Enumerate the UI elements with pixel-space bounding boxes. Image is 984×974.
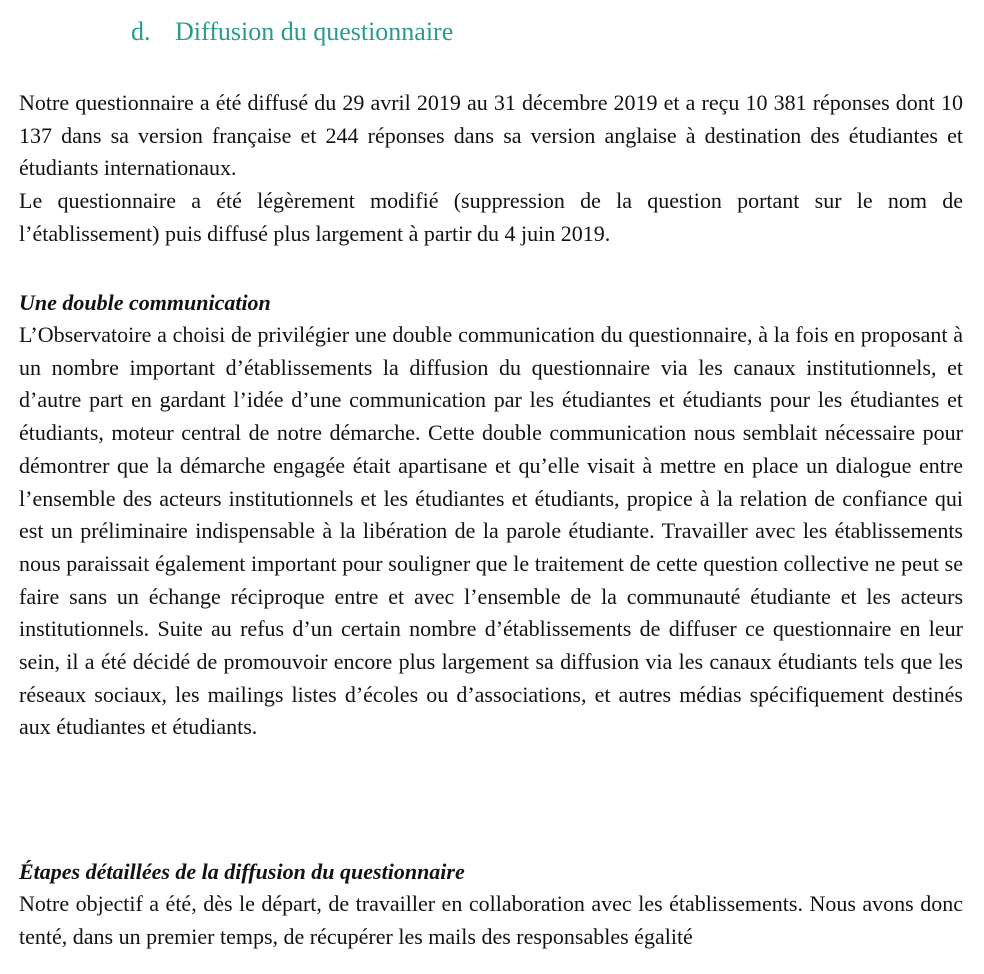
section-number: d. [131,17,151,46]
paragraph-response-stats: Notre questionnaire a été diffusé du 29 avril 2019 au 31 décembre 2019 et a reçu 10 381 réponses dont 10 137 dans sa version française et 244 réponses dans sa version anglaise à destination des étudiantes et étudiants internationaux. [19,90,963,181]
section-title: Diffusion du questionnaire [175,17,454,46]
paragraph-detailed-steps: Notre objectif a été, dès le départ, de travailler en collaboration avec les établissements. Nous avons donc tenté, dans un premier temps, de récupérer les mails des responsables égalité [19,891,963,949]
subheading-detailed-steps: Étapes détaillées de la diffusion du questionnaire [19,859,465,884]
paragraph-questionnaire-modification: Le questionnaire a été légèrement modifié (suppression de la question portant sur le nom de l’établissement) puis diffusé plus largement à partir du 4 juin 2019. [19,188,963,246]
section-heading [131,16,453,48]
paragraph-double-communication: L’Observatoire a choisi de privilégier une double communication du questionnaire, à la fois en proposant à un nombre important d’établissements la diffusion du questionnaire via les canaux institutionnels, et d’autre part en gardant l’idée d’une communication par les étudiantes et étudiants pour les étudiantes et étudiants, moteur central de notre démarche. Cette double communication nous semblait nécessaire pour démontrer que la démarche engagée était apartisane et qu’elle visait à mettre en place un dialogue entre l’ensemble des acteurs institutionnels et les étudiantes et étudiants, propice à la relation de confiance qui est un préliminaire indispensable à la libération de la parole étudiante. Travailler avec les établissements nous paraissait également important pour souligner que le traitement de cette question collective ne peut se faire sans un échange réciproque entre et avec l’ensemble de la communauté étudiante et les acteurs institutionnels. Suite au refus d’un certain nombre d’établissements de diffuser ce questionnaire en leur sein, il a été décidé de promouvoir encore plus largement sa diffusion via les canaux étudiants tels que les réseaux sociaux, les mailings listes d’écoles ou d’associations, et autres médias spécifiquement destinés aux étudiantes et étudiants. [19,322,963,740]
subheading-double-communication: Une double communication [19,290,271,315]
